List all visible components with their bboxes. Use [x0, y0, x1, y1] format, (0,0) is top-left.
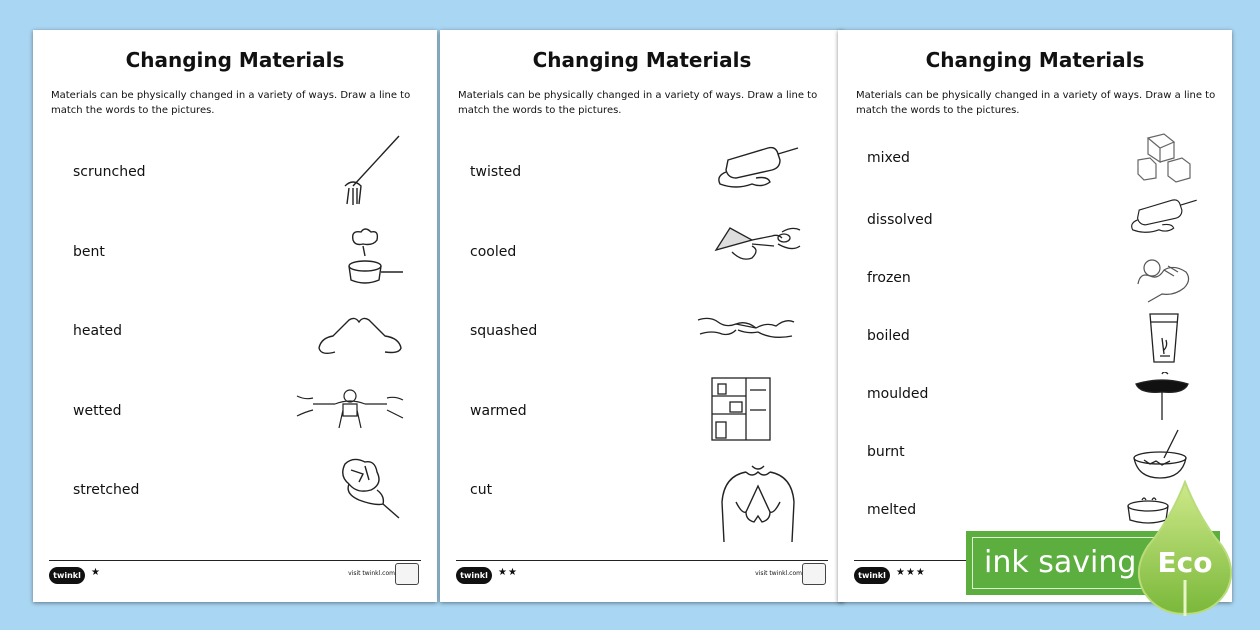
worksheet-instructions: Materials can be physically changed in a variety of ways. Draw a line to match the words to the pictures. [856, 90, 1216, 116]
word-item: stretched [73, 482, 140, 498]
burnt-sausage-icon [1132, 372, 1192, 422]
hand-moulding-icon [1134, 254, 1194, 304]
word-item: warmed [470, 403, 527, 419]
glass-dissolving-icon [1144, 310, 1184, 366]
hands-warming-icon [716, 462, 800, 546]
scissors-cutting-icon [712, 222, 802, 272]
word-item: mixed [867, 150, 910, 166]
word-item: moulded [867, 386, 929, 402]
ice-cubes-icon [1134, 132, 1194, 184]
melting-lolly-icon [712, 138, 802, 194]
word-item: wetted [73, 403, 122, 419]
difficulty-stars: ★ [91, 567, 101, 578]
scrunched-paper-hand-icon [335, 454, 405, 524]
word-item: squashed [470, 323, 538, 339]
mop-icon [333, 132, 405, 208]
word-item: burnt [867, 444, 905, 460]
twisting-hands-icon [696, 306, 796, 346]
word-item: cooled [470, 244, 517, 260]
eco-badge-text: Eco [1157, 546, 1213, 579]
ink-saving-label: ink saving [984, 545, 1137, 580]
bent-pipe-hands-icon [315, 314, 405, 358]
visit-link: visit twinkl.com [348, 570, 395, 577]
worksheet-title: Changing Materials [925, 48, 1145, 72]
visit-link: visit twinkl.com [755, 570, 802, 577]
difficulty-stars: ★★★ [896, 567, 926, 578]
quality-badge-icon [802, 563, 826, 585]
worksheet-1 [33, 30, 437, 602]
twinkl-logo: twinkl [49, 567, 85, 584]
word-item: heated [73, 323, 123, 339]
word-item: dissolved [867, 212, 933, 228]
fridge-icon [710, 374, 772, 444]
word-item: cut [470, 482, 493, 498]
twinkl-logo: twinkl [456, 567, 492, 584]
word-item: scrunched [73, 164, 146, 180]
worksheet-instructions: Materials can be physically changed in a variety of ways. Draw a line to match the words to the pictures. [51, 90, 411, 116]
stretched-doll-icon [295, 386, 405, 432]
eco-drop-icon [1130, 480, 1240, 624]
steaming-pan-icon [343, 226, 407, 290]
word-item: melted [867, 502, 917, 518]
worksheet-title: Changing Materials [532, 48, 752, 72]
worksheet-instructions: Materials can be physically changed in a variety of ways. Draw a line to match the words to the pictures. [458, 90, 818, 116]
difficulty-stars: ★★ [498, 567, 518, 578]
mixing-bowl-icon [1130, 428, 1190, 482]
word-item: bent [73, 244, 105, 260]
melting-lolly-icon [1126, 192, 1200, 238]
worksheet-2 [440, 30, 844, 602]
quality-badge-icon [395, 563, 419, 585]
twinkl-logo: twinkl [854, 567, 890, 584]
worksheet-title: Changing Materials [125, 48, 345, 72]
word-item: frozen [867, 270, 911, 286]
word-item: boiled [867, 328, 910, 344]
word-item: twisted [470, 164, 522, 180]
